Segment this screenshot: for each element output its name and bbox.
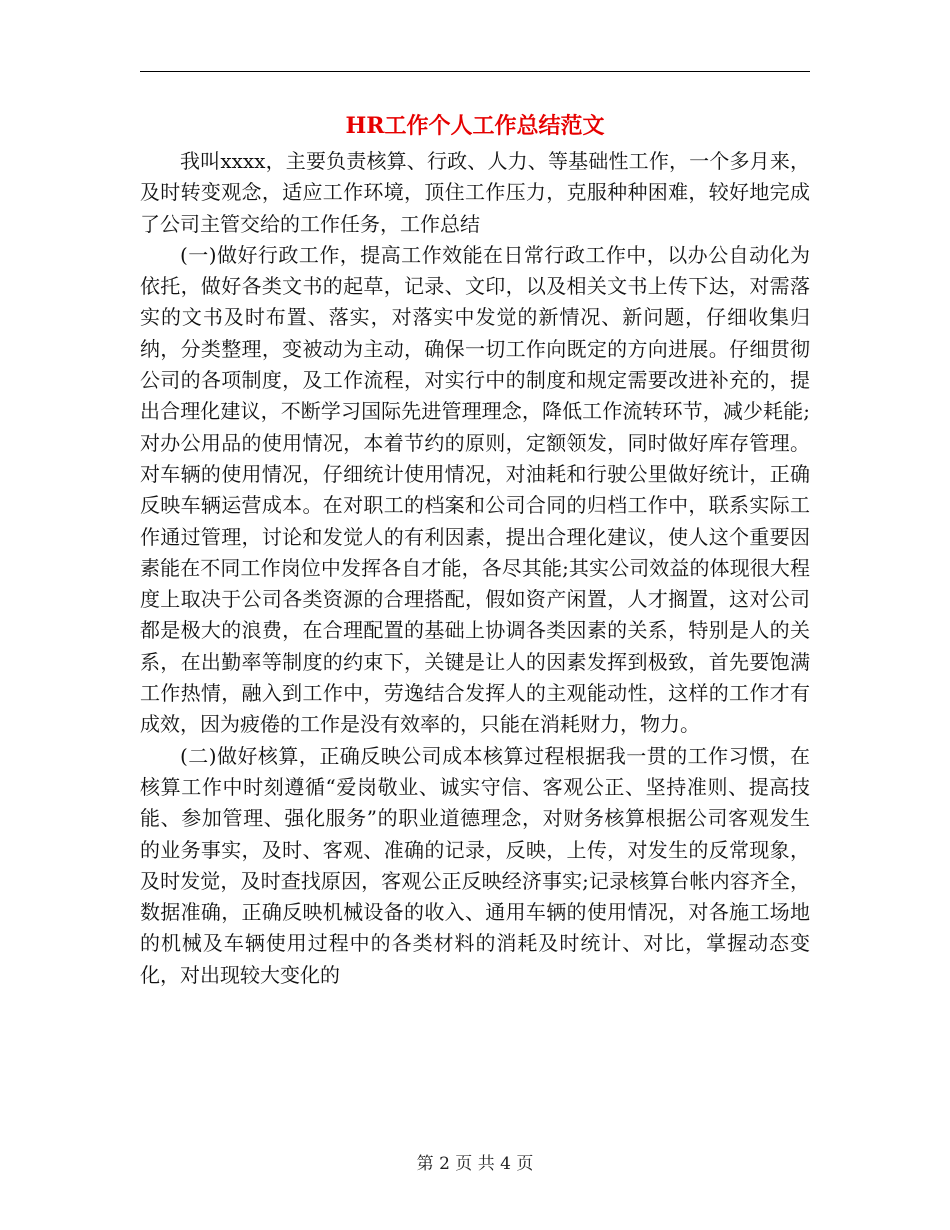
header-rule xyxy=(140,71,810,72)
paragraph-intro: 我叫xxxx，主要负责核算、行政、人力、等基础性工作，一个多月来，及时转变观念，适应工作环境，顶住工作压力，克服种种困难，较好地完成了公司主管交给的工作任务，工作总结 xyxy=(140,149,810,236)
document-title: HR工作个人工作总结范文 xyxy=(345,113,605,139)
document-body xyxy=(140,146,810,991)
page-number-footer: 第 2 页 共 4 页 xyxy=(416,1154,534,1174)
paragraph-accounting: (二)做好核算，正确反映公司成本核算过程根据我一贯的工作习惯，在核算工作中时刻遵循“爱岗敬业、诚实守信、客观公正、坚持准则、提高技能、参加管理、强化服务”的职业道德理念，对财务核算根据公司客观发生的业务事实，及时、客观、准确的记录，反映，上传，对发生的反常现象，及时发觉，及时查找原因，客观公正反映经济事实;记录核算台帐内容齐全，数据准确，正确反映机械设备的收入、通用车辆的使用情况，对各施工场地的机械及车辆使用过程中的各类材料的消耗及时统计、对比，掌握动态变化，对出现较大变化的 xyxy=(140,743,810,987)
paragraph-admin-work: (一)做好行政工作，提高工作效能在日常行政工作中，以办公自动化为依托，做好各类文书的起草，记录、文印，以及相关文书上传下达，对需落实的文书及时布置、落实，对落实中发觉的新情况、新问题，仔细收集归纳，分类整理，变被动为主动，确保一切工作向既定的方向进展。仔细贯彻公司的各项制度，及工作流程，对实行中的制度和规定需要改进补充的，提出合理化建议，不断学习国际先进管理理念，降低工作流转环节，减少耗能;对办公用品的使用情况，本着节约的原则，定额领发，同时做好库存管理。对车辆的使用情况，仔细统计使用情况，对油耗和行驶公里做好统计，正确反映车辆运营成本。在对职工的档案和公司合同的归档工作中，联系实际工作通过管理，讨论和发觉人的有利因素，提出合理化建议，使人这个重要因素能在不同工作岗位中发挥各自才能，各尽其能;其实公司效益的体现很大程度上取决于公司各类资源的合理搭配，假如资产闲置，人才搁置，这对公司都是极大的浪费，在合理配置的基础上协调各类因素的关系，特别是人的关系，在出勤率等制度的约束下，关键是让人的因素发挥到极致，首先要饱满工作热情，融入到工作中，劳逸结合发挥人的主观能动性，这样的工作才有成效，因为疲倦的工作是没有效率的，只能在消耗财力，物力。 xyxy=(140,242,810,737)
